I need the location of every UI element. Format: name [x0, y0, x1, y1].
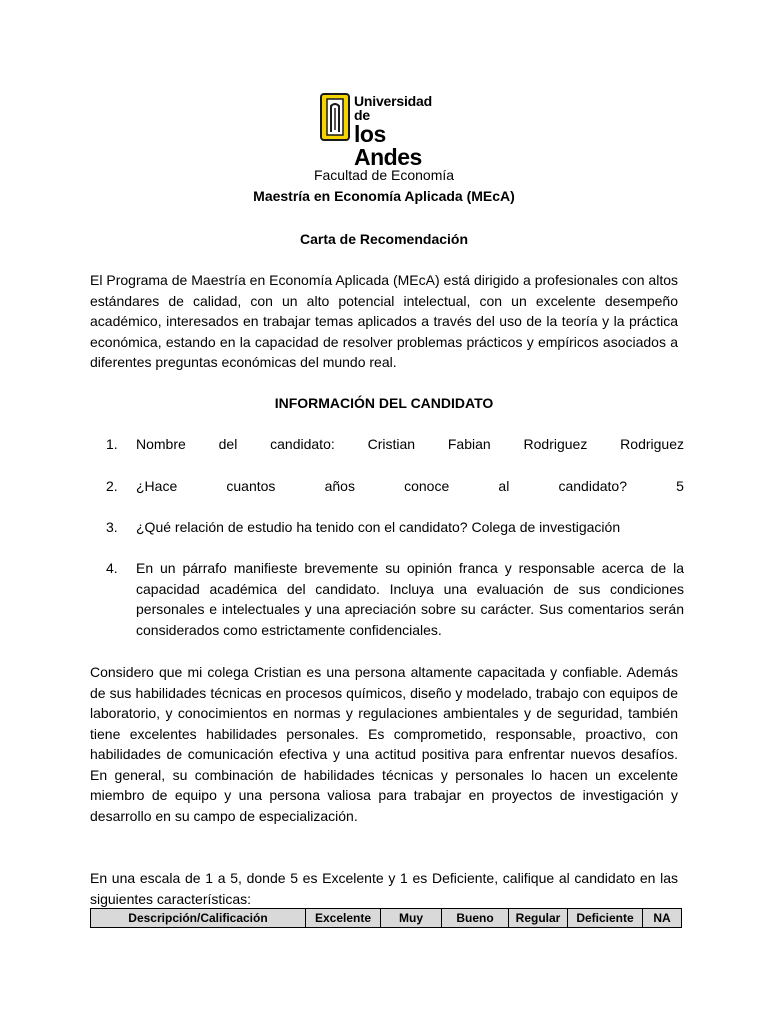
header-cell: Regular: [509, 909, 568, 928]
header-cell: Muy: [381, 909, 442, 928]
university-seal-icon: [320, 90, 350, 144]
question-1-text: Nombre del candidato: Cristian Fabian Rodriguez Rodriguez: [136, 436, 684, 452]
logo-wordmark: Universidad de los Andes: [354, 93, 432, 170]
faculty-name: Facultad de Economía: [313, 167, 455, 183]
document-page: Universidad de los Andes Facultad de Economía Maestría en Economía Aplicada (MEcA) Carta de Recomendación El Programa de Maestría en Economía Aplicada (MEcA) está dirigido a profesionales con altos estándares de calidad, con un alto potencial intelectual, con un excelente desempeño académico, interesados en trabajar temas aplicados a través del uso de la teoría y la práctica económica, estando en la capacidad de resolver problemas prácticos y empíricos asociados a diferentes preguntas económicas del mundo real. INFORMACIÓN DEL CANDIDATO 1. Nombre del candidato: Cristian Fabian Rodriguez Rodriguez 2. ¿Hace cuantos años conoce al candidato? 5 3. ¿Qué relación de estudio ha tenido con el candidato? Colega de investigación 4. En un párrafo manifieste brevemente su opinión franca y responsable acerca de la capacidad académica del candidato. Incluya una evaluación de sus condiciones personales e intelectuales y una apreciación sobre su carácter. Sus comentarios serán considerados como estrictamente confidenciales. Considero que mi colega Cristian es una persona altamente capacitada y confiable. Además de sus habilidades técnicas en procesos químicos, diseño y modelado, trabajo con equipos de laboratorio, y conocimientos en normas y regulaciones ambientales y de seguridad, también tiene excelentes habilidades personales. Es comprometido, responsable, proactivo, con habilidades de comunicación efectiva y una actitud positiva para enfrentar nuevos desafíos. En general, su combinación de habilidades técnicas y personales lo hacen un excelente miembro de equipo y una persona valiosa para trabajar en proyectos de investigación y desarrollo en su campo de especialización. En una escala de 1 a 5, donde 5 es Excelente y 1 es Deficiente, califique al candidato en las siguientes características: Descripción/Calificación Excelente Muy Bueno Regular Deficiente NA: [0, 0, 768, 1024]
header-cell: NA: [643, 909, 682, 928]
rating-table: [90, 908, 682, 928]
question-2-text: ¿Hace cuantos años conoce al candidato? 5: [136, 478, 684, 494]
question-3-text: ¿Qué relación de estudio ha tenido con el candidato? Colega de investigación: [136, 519, 621, 535]
scale-instructions: En una escala de 1 a 5, donde 5 es Excelente y 1 es Deficiente, califique al candidato en las siguientes características:: [90, 870, 678, 907]
program-name: Maestría en Economía Aplicada (MEcA): [253, 188, 515, 204]
section-title: INFORMACIÓN DEL CANDIDATO: [274, 395, 494, 411]
intro-paragraph: El Programa de Maestría en Economía Aplicada (MEcA) está dirigido a profesionales con altos estándares de calidad, con un alto potencial intelectual, con un excelente desempeño académico, interesados en trabajar temas aplicados a través del uso de la teoría y la práctica económica, estando en la capacidad de resolver problemas prácticos y empíricos asociados a diferentes preguntas económicas del mundo real.: [90, 272, 678, 370]
recommendation-answer: Considero que mi colega Cristian es una persona altamente capacitada y confiable. Además de sus habilidades técnicas en procesos químicos, diseño y modelado, trabajo con equipos de laboratorio, y conocimientos en normas y regulaciones ambientales y de seguridad, también tiene excelentes habilidades personales. Es comprometido, responsable, proactivo, con habilidades de comunicación efectiva y una actitud positiva para enfrentar nuevos desafíos. En general, su combinación de habilidades técnicas y personales lo hacen un excelente miembro de equipo y una persona valiosa para trabajar en proyectos de investigación y desarrollo en su campo de especialización.: [90, 664, 678, 824]
question-4-text: En un párrafo manifieste brevemente su opinión franca y responsable acerca de la capacidad académica del candidato. Incluya una evaluación de sus condiciones personales e intelectuales y una apreciación sobre su carácter. Sus comentarios serán considerados como estrictamente confidenciales.: [136, 560, 684, 638]
header-cell: Deficiente: [568, 909, 643, 928]
header-cell: Bueno: [442, 909, 509, 928]
rating-table-header: [91, 909, 682, 928]
header-cell: Excelente: [306, 909, 381, 928]
header-cell: Descripción/Calificación: [91, 909, 306, 928]
university-logo: [320, 90, 450, 170]
document-title: Carta de Recomendación: [299, 231, 469, 247]
